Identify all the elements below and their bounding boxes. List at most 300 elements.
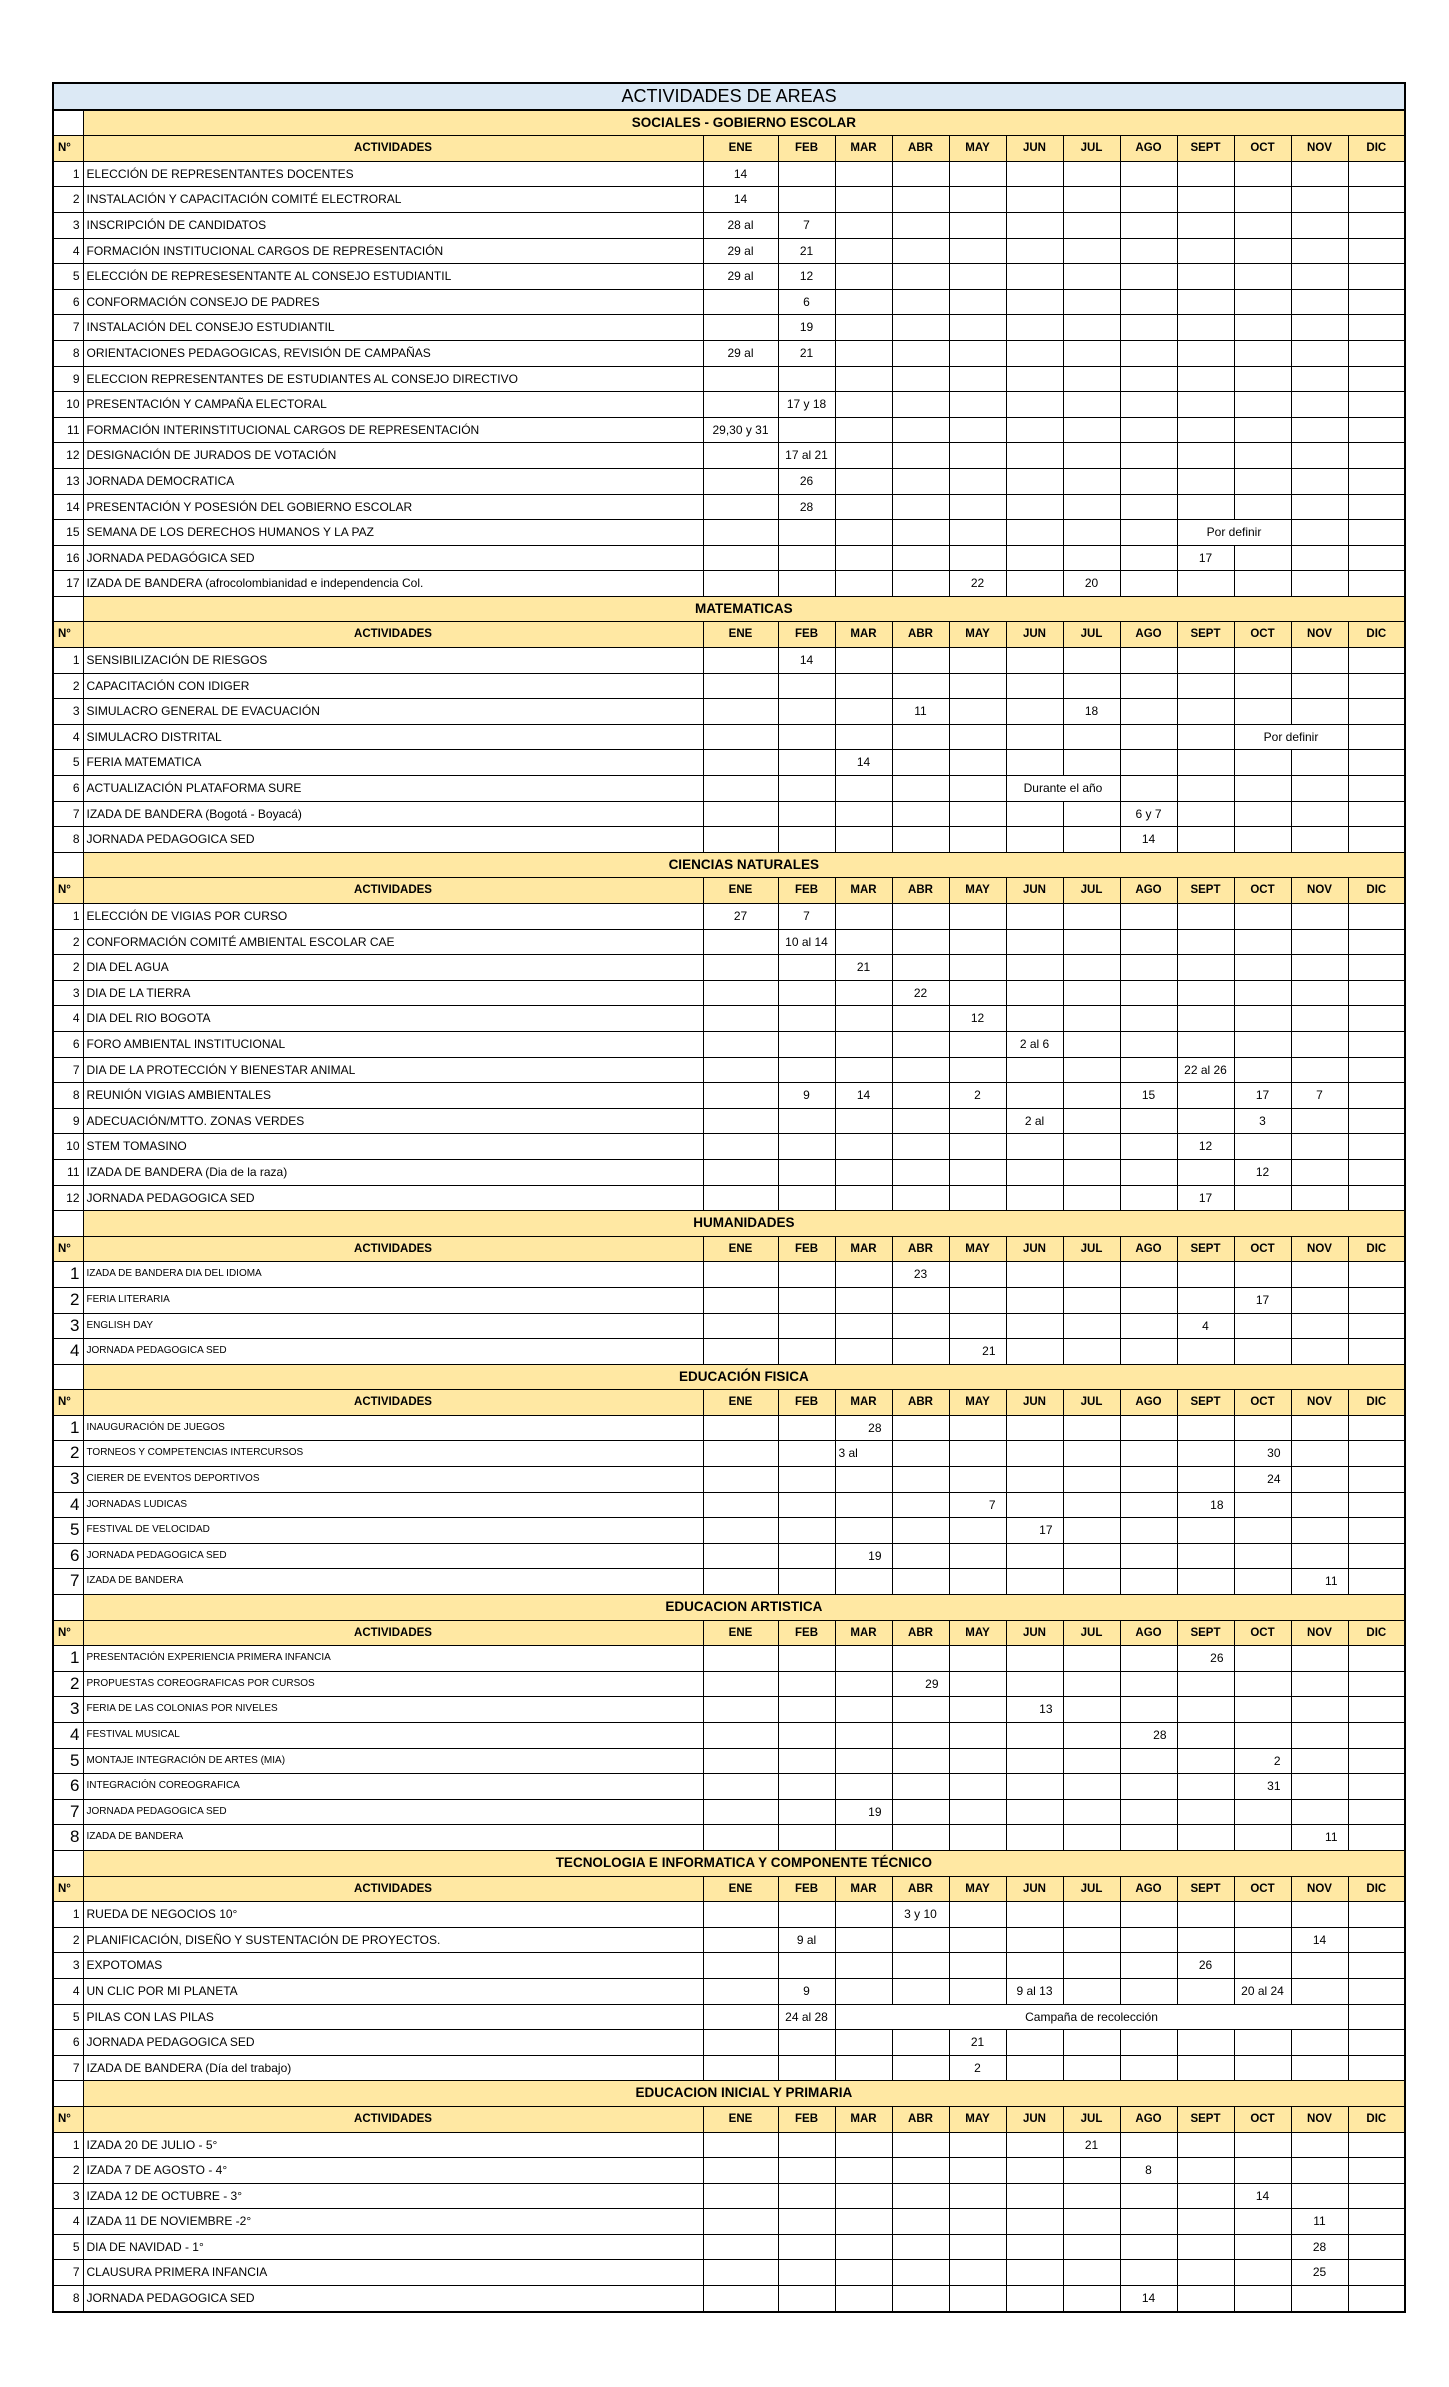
column-header-month: MAY [949,1876,1006,1902]
month-cell [1348,1569,1405,1595]
month-cell [1006,2030,1063,2056]
month-cell [1006,2260,1063,2286]
month-value: 21 [1063,2132,1120,2158]
month-cell [1006,2209,1063,2235]
row-number: 8 [53,1825,83,1851]
month-cell [1063,1518,1120,1544]
month-cell [1291,392,1348,418]
column-header-month: JUN [1006,2106,1063,2132]
month-value: 12 [1234,1159,1291,1185]
table-row [53,161,1405,187]
month-cell [1006,1057,1063,1083]
column-header-month: SEPT [1177,1390,1234,1416]
column-header-month: FEB [778,622,835,648]
row-number: 3 [53,1313,83,1339]
month-value: 7 [1291,1083,1348,1109]
month-cell [1006,1774,1063,1800]
month-cell [949,2209,1006,2235]
section-title: HUMANIDADES [83,1211,1405,1237]
column-header-month: JUN [1006,622,1063,648]
month-cell [1177,264,1234,290]
month-cell [1234,2030,1291,2056]
month-cell [1063,264,1120,290]
month-cell [1063,827,1120,853]
month-cell [892,468,949,494]
table-row [53,776,1405,802]
activity-name: DESIGNACIÓN DE JURADOS DE VOTACIÓN [83,443,703,469]
month-cell [1348,1646,1405,1672]
month-cell [1063,1339,1120,1365]
section-title: EDUCACION ARTISTICA [83,1595,1405,1621]
activity-name: PLANIFICACIÓN, DISEÑO Y SUSTENTACIÓN DE PROYECTOS. [83,1927,703,1953]
table-row [53,1671,1405,1697]
month-cell [1006,545,1063,571]
month-cell [1120,1953,1177,1979]
month-value: Campaña de recolección [835,2004,1348,2030]
month-cell [1291,1057,1348,1083]
activity-name: DIA DEL RIO BOGOTA [83,1006,703,1032]
month-cell [1177,1671,1234,1697]
table-row [53,904,1405,930]
month-cell [835,238,892,264]
month-cell [1177,1083,1234,1109]
month-cell [778,1313,835,1339]
row-number: 2 [53,955,83,981]
column-header-month: ABR [892,2106,949,2132]
month-cell [1063,494,1120,520]
month-cell [892,520,949,546]
month-cell [778,1415,835,1441]
month-cell [835,1902,892,1928]
month-cell [1348,212,1405,238]
month-cell [703,1492,778,1518]
table-row [53,827,1405,853]
month-cell [892,187,949,213]
month-cell [835,904,892,930]
month-cell [1063,1825,1120,1851]
month-cell [703,1697,778,1723]
month-cell [778,673,835,699]
month-value: 2 al 6 [1006,1031,1063,1057]
month-cell [1120,494,1177,520]
month-cell [1120,1287,1177,1313]
month-cell [1006,417,1063,443]
activity-name: IZADA DE BANDERA [83,1569,703,1595]
month-cell [1006,1134,1063,1160]
month-cell [1177,699,1234,725]
column-header-month: JUL [1063,2106,1120,2132]
table-row [53,520,1405,546]
month-cell [1006,904,1063,930]
column-header-month: SEPT [1177,878,1234,904]
month-cell [892,1083,949,1109]
month-cell [892,801,949,827]
month-cell [1234,776,1291,802]
month-cell [1348,1415,1405,1441]
month-cell [1177,1978,1234,2004]
month-cell [1177,161,1234,187]
activity-name: IZADA 7 DE AGOSTO - 4° [83,2158,703,2184]
month-cell [1063,1441,1120,1467]
month-cell [778,1134,835,1160]
month-cell [1006,571,1063,597]
month-cell [1348,1723,1405,1749]
month-cell [1120,1569,1177,1595]
month-cell [949,2234,1006,2260]
month-cell [1234,1671,1291,1697]
month-cell [703,955,778,981]
month-cell [703,468,778,494]
month-cell [1063,1262,1120,1288]
row-number: 10 [53,1134,83,1160]
month-cell [1120,1159,1177,1185]
month-value: 17 y 18 [778,392,835,418]
month-value: 9 [778,1978,835,2004]
month-cell [778,1569,835,1595]
month-cell [892,1134,949,1160]
month-cell [1177,494,1234,520]
month-cell [1291,1031,1348,1057]
column-header-month: JUL [1063,1876,1120,1902]
month-cell [1063,929,1120,955]
month-cell [949,238,1006,264]
month-value: 18 [1177,1492,1234,1518]
month-cell [1177,1723,1234,1749]
table-row [53,1057,1405,1083]
month-cell [1291,929,1348,955]
month-cell [1234,366,1291,392]
month-cell [949,1671,1006,1697]
month-cell [1006,750,1063,776]
month-cell [1234,2286,1291,2312]
month-cell [835,315,892,341]
row-number: 1 [53,2132,83,2158]
row-number: 2 [53,1927,83,1953]
month-cell [1291,1313,1348,1339]
month-cell [1177,673,1234,699]
column-header-month: ENE [703,2106,778,2132]
month-cell [1348,2234,1405,2260]
column-header-month: ENE [703,1876,778,1902]
section-header [53,110,1405,136]
month-cell [949,1287,1006,1313]
month-cell [703,2004,778,2030]
month-cell [1348,468,1405,494]
activity-name: SIMULACRO GENERAL DE EVACUACIÓN [83,699,703,725]
month-cell [1063,2158,1120,2184]
table-row [53,2132,1405,2158]
activity-name: IZADA DE BANDERA (Bogotá - Boyacá) [83,801,703,827]
month-cell [892,1646,949,1672]
table-row [53,2234,1405,2260]
activity-name: FORMACIÓN INTERINSTITUCIONAL CARGOS DE REPRESENTACIÓN [83,417,703,443]
month-cell [949,1953,1006,1979]
month-cell [1177,1543,1234,1569]
month-cell [1177,1287,1234,1313]
section-header [53,1211,1405,1237]
month-value: 25 [1291,2260,1348,2286]
activity-name: ACTUALIZACIÓN PLATAFORMA SURE [83,776,703,802]
activity-name: FERIA DE LAS COLONIAS POR NIVELES [83,1697,703,1723]
month-cell [1291,264,1348,290]
column-header-activity: ACTIVIDADES [83,1876,703,1902]
month-cell [892,2132,949,2158]
month-value: 27 [703,904,778,930]
column-header-month: FEB [778,1620,835,1646]
month-cell [778,1518,835,1544]
month-cell [1063,2286,1120,2312]
month-cell [1234,827,1291,853]
month-cell [703,648,778,674]
month-cell [1006,264,1063,290]
activity-name: DIA DE LA TIERRA [83,980,703,1006]
month-cell [1006,2158,1063,2184]
month-cell [1063,1083,1120,1109]
month-cell [1348,1518,1405,1544]
month-cell [1063,1902,1120,1928]
month-cell [1063,2030,1120,2056]
row-number: 2 [53,187,83,213]
month-cell [1234,187,1291,213]
month-cell [778,827,835,853]
month-cell [835,724,892,750]
month-cell [1063,468,1120,494]
month-cell [1063,801,1120,827]
month-cell [835,1313,892,1339]
month-cell [703,289,778,315]
month-cell [1120,1518,1177,1544]
month-value: 11 [1291,1569,1348,1595]
month-value: 13 [1006,1697,1063,1723]
month-cell [1291,1467,1348,1493]
month-cell [778,1774,835,1800]
table-row [53,212,1405,238]
month-cell [1234,2132,1291,2158]
month-cell [1348,1287,1405,1313]
activity-name: FERIA LITERARIA [83,1287,703,1313]
table-row [53,1569,1405,1595]
row-number: 3 [53,980,83,1006]
month-cell [835,776,892,802]
table-row [53,1902,1405,1928]
month-cell [835,1748,892,1774]
month-cell [1177,2260,1234,2286]
activity-name: ORIENTACIONES PEDAGOGICAS, REVISIÓN DE CAMPAÑAS [83,340,703,366]
column-header-row [53,1390,1405,1416]
month-cell [1234,468,1291,494]
month-cell [1120,1313,1177,1339]
row-number: 2 [53,1671,83,1697]
section-spacer-cell [53,1364,83,1390]
month-cell [949,2260,1006,2286]
month-cell [1006,2055,1063,2081]
row-number: 8 [53,827,83,853]
month-cell [1120,1927,1177,1953]
month-cell [1348,340,1405,366]
month-cell [703,980,778,1006]
month-cell [1063,1543,1120,1569]
section-spacer-cell [53,1595,83,1621]
month-cell [1291,2132,1348,2158]
month-cell [835,1927,892,1953]
month-cell [1234,1031,1291,1057]
month-cell [1063,1774,1120,1800]
activity-name: JORNADA PEDAGÓGICA SED [83,545,703,571]
month-cell [1006,2183,1063,2209]
month-cell [1348,1774,1405,1800]
month-cell [835,2209,892,2235]
month-value: 3 al [835,1441,892,1467]
row-number: 6 [53,289,83,315]
month-cell [1348,1543,1405,1569]
month-cell [778,1287,835,1313]
month-value: 26 [778,468,835,494]
month-cell [1120,2234,1177,2260]
row-number: 13 [53,468,83,494]
month-cell [949,673,1006,699]
month-cell [1063,545,1120,571]
month-cell [1234,904,1291,930]
activity-name: PRESENTACIÓN Y POSESIÓN DEL GOBIERNO ESCOLAR [83,494,703,520]
row-number: 5 [53,264,83,290]
month-value: 29 al [703,238,778,264]
month-cell [892,776,949,802]
month-cell [949,468,1006,494]
activity-name: ELECCIÓN DE REPRESESENTANTE AL CONSEJO ESTUDIANTIL [83,264,703,290]
month-cell [778,801,835,827]
month-value: 18 [1063,699,1120,725]
month-cell [1291,1262,1348,1288]
month-cell [892,904,949,930]
activity-name: PRESENTACIÓN Y CAMPAÑA ELECTORAL [83,392,703,418]
column-header-month: NOV [1291,1876,1348,1902]
month-cell [949,1313,1006,1339]
month-cell [892,724,949,750]
month-value: 19 [835,1799,892,1825]
month-cell [703,1108,778,1134]
section-title: TECNOLOGIA E INFORMATICA Y COMPONENTE TÉCNICO [83,1850,1405,1876]
month-cell [1291,1723,1348,1749]
month-cell [892,1697,949,1723]
month-cell [1348,827,1405,853]
month-cell [1120,1902,1177,1928]
month-cell [1006,1748,1063,1774]
activity-name: TORNEOS Y COMPETENCIAS INTERCURSOS [83,1441,703,1467]
month-cell [1348,2158,1405,2184]
month-value: 2 [949,1083,1006,1109]
month-cell [778,750,835,776]
month-cell [778,1748,835,1774]
row-number: 11 [53,417,83,443]
table-row [53,1927,1405,1953]
month-value: 21 [949,2030,1006,2056]
month-value: 21 [835,955,892,981]
month-cell [892,1108,949,1134]
table-row [53,340,1405,366]
month-cell [1177,1697,1234,1723]
section-spacer-cell [53,1850,83,1876]
month-cell [1120,545,1177,571]
month-cell [1006,955,1063,981]
month-cell [835,1467,892,1493]
column-header-month: MAY [949,1390,1006,1416]
month-value: 9 [778,1083,835,1109]
column-header-month: MAR [835,622,892,648]
month-cell [949,1159,1006,1185]
month-cell [703,1313,778,1339]
row-number: 4 [53,1978,83,2004]
month-cell [1291,1697,1348,1723]
table-row [53,1543,1405,1569]
column-header-number: N° [53,136,83,162]
month-cell [835,289,892,315]
column-header-month: FEB [778,1876,835,1902]
month-cell [1177,1799,1234,1825]
month-cell [892,1031,949,1057]
month-cell [892,366,949,392]
month-cell [1348,1467,1405,1493]
month-cell [892,212,949,238]
month-cell [1006,494,1063,520]
month-cell [1063,1953,1120,1979]
month-cell [1063,1287,1120,1313]
month-cell [835,827,892,853]
row-number: 4 [53,2209,83,2235]
month-cell [949,264,1006,290]
month-cell [1120,699,1177,725]
activity-name: INTEGRACIÓN COREOGRAFICA [83,1774,703,1800]
month-cell [892,1978,949,2004]
month-cell [892,571,949,597]
month-cell [1177,1902,1234,1928]
month-cell [1234,238,1291,264]
month-cell [1063,648,1120,674]
month-cell [1234,392,1291,418]
month-cell [1063,1108,1120,1134]
activity-name: JORNADA PEDAGOGICA SED [83,1339,703,1365]
month-cell [703,1927,778,1953]
month-cell [1120,648,1177,674]
month-cell [949,699,1006,725]
row-number: 8 [53,1083,83,1109]
month-cell [1006,392,1063,418]
month-cell [892,2234,949,2260]
month-cell [1348,1134,1405,1160]
column-header-month: MAY [949,1236,1006,1262]
table-row [53,187,1405,213]
month-cell [703,1185,778,1211]
month-cell [703,2183,778,2209]
month-cell [1177,1006,1234,1032]
month-cell [1120,1185,1177,1211]
month-cell [1063,2183,1120,2209]
month-cell [835,264,892,290]
table-row [53,1953,1405,1979]
activity-name: IZADA DE BANDERA [83,1825,703,1851]
month-cell [1177,801,1234,827]
month-cell [1348,1902,1405,1928]
month-cell [1348,776,1405,802]
month-cell [778,366,835,392]
month-cell [1063,2260,1120,2286]
column-header-month: FEB [778,878,835,904]
month-cell [1291,776,1348,802]
month-cell [949,648,1006,674]
table-row [53,1339,1405,1365]
month-cell [1120,2183,1177,2209]
month-value: 12 [778,264,835,290]
section-spacer-cell [53,110,83,136]
